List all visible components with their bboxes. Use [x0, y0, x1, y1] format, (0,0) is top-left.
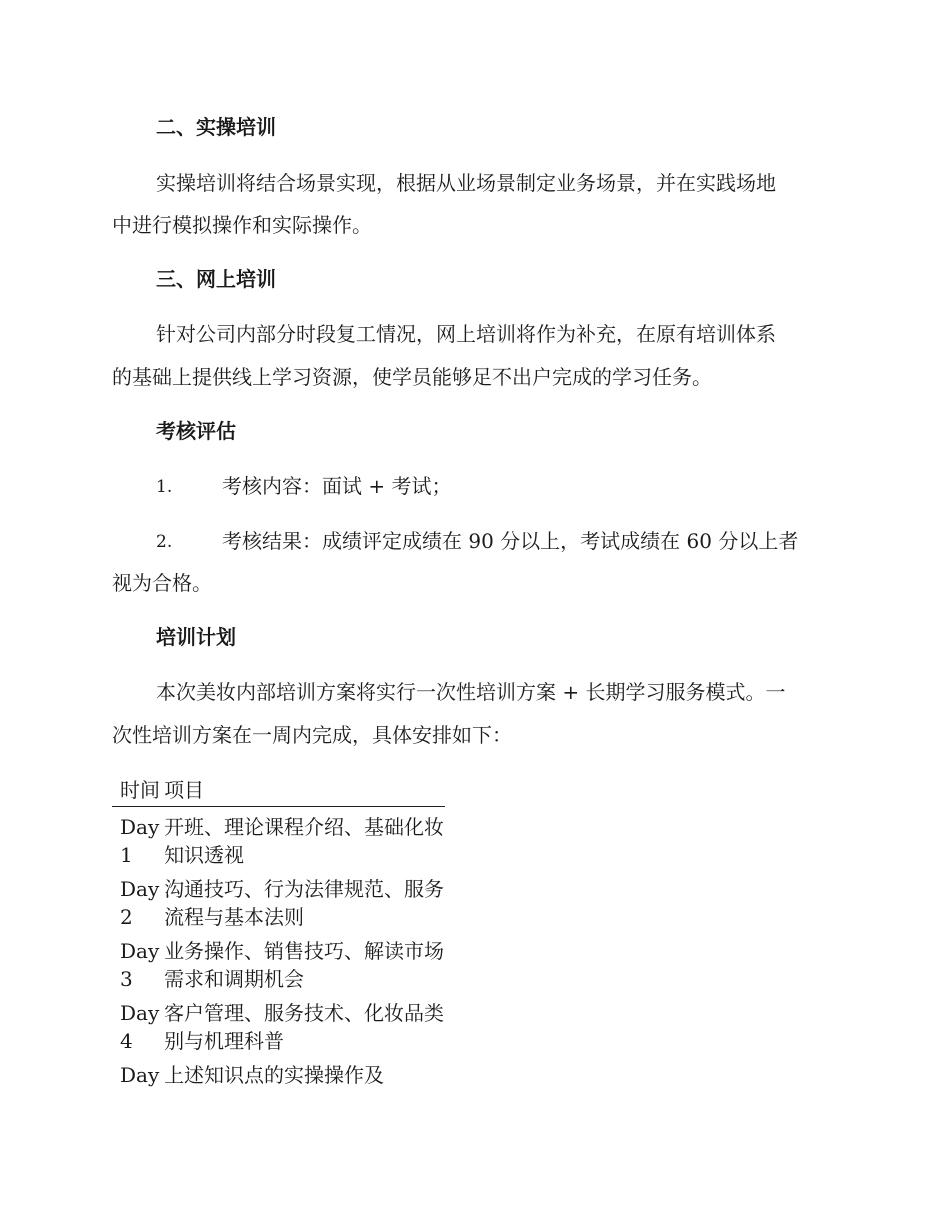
cell-item: 沟通技巧、行为法律规范、服务流程与基本法则	[164, 877, 445, 929]
table-row	[112, 931, 445, 993]
table-row	[112, 1055, 445, 1089]
schedule-table	[112, 776, 445, 1089]
list-item-2-continuation: 视为合格。	[112, 571, 212, 595]
table-row	[112, 993, 445, 1055]
section-heading-practical: 二、实操培训	[156, 115, 276, 139]
cell-item: 业务操作、销售技巧、解读市场需求和调期机会	[164, 939, 445, 991]
paragraph-plan-line1: 本次美妆内部培训方案将实行一次性培训方案 + 长期学习服务模式。一	[156, 680, 786, 704]
list-item-2: 考核结果：成绩评定成绩在 90 分以上，考试成绩在 60 分以上者	[222, 529, 799, 553]
list-number-2: 2.	[156, 532, 173, 552]
header-time: 时间	[112, 776, 164, 807]
table-row	[112, 807, 445, 870]
cell-time: Day 3	[120, 939, 160, 991]
cell-item: 开班、理论课程介绍、基础化妆知识透视	[164, 815, 445, 867]
section-heading-online: 三、网上培训	[156, 267, 276, 291]
cell-time: Day 1	[120, 815, 160, 867]
cell-item: 上述知识点的实操操作及	[164, 1063, 385, 1087]
paragraph-online-line2: 的基础上提供线上学习资源，使学员能够足不出户完成的学习任务。	[112, 365, 712, 389]
paragraph-practical-line2: 中进行模拟操作和实际操作。	[112, 213, 372, 237]
cell-item: 客户管理、服务技术、化妆品类别与机理科普	[164, 1001, 445, 1053]
cell-time: Day 2	[120, 877, 160, 929]
list-item-1: 考核内容：面试 + 考试；	[222, 474, 452, 498]
list-number-1: 1.	[156, 477, 173, 497]
cell-time: Day	[120, 1063, 160, 1087]
cell-time: Day 4	[120, 1001, 160, 1053]
section-heading-plan: 培训计划	[156, 625, 236, 649]
paragraph-plan-line2: 次性培训方案在一周内完成，具体安排如下：	[112, 723, 512, 747]
paragraph-practical-line1: 实操培训将结合场景实现，根据从业场景制定业务场景，并在实践场地	[156, 171, 776, 195]
section-heading-assessment: 考核评估	[156, 419, 236, 443]
paragraph-online-line1: 针对公司内部分时段复工情况，网上培训将作为补充，在原有培训体系	[156, 322, 776, 346]
table-row	[112, 869, 445, 931]
table-header-row	[112, 776, 445, 807]
header-item: 项目	[164, 776, 445, 807]
